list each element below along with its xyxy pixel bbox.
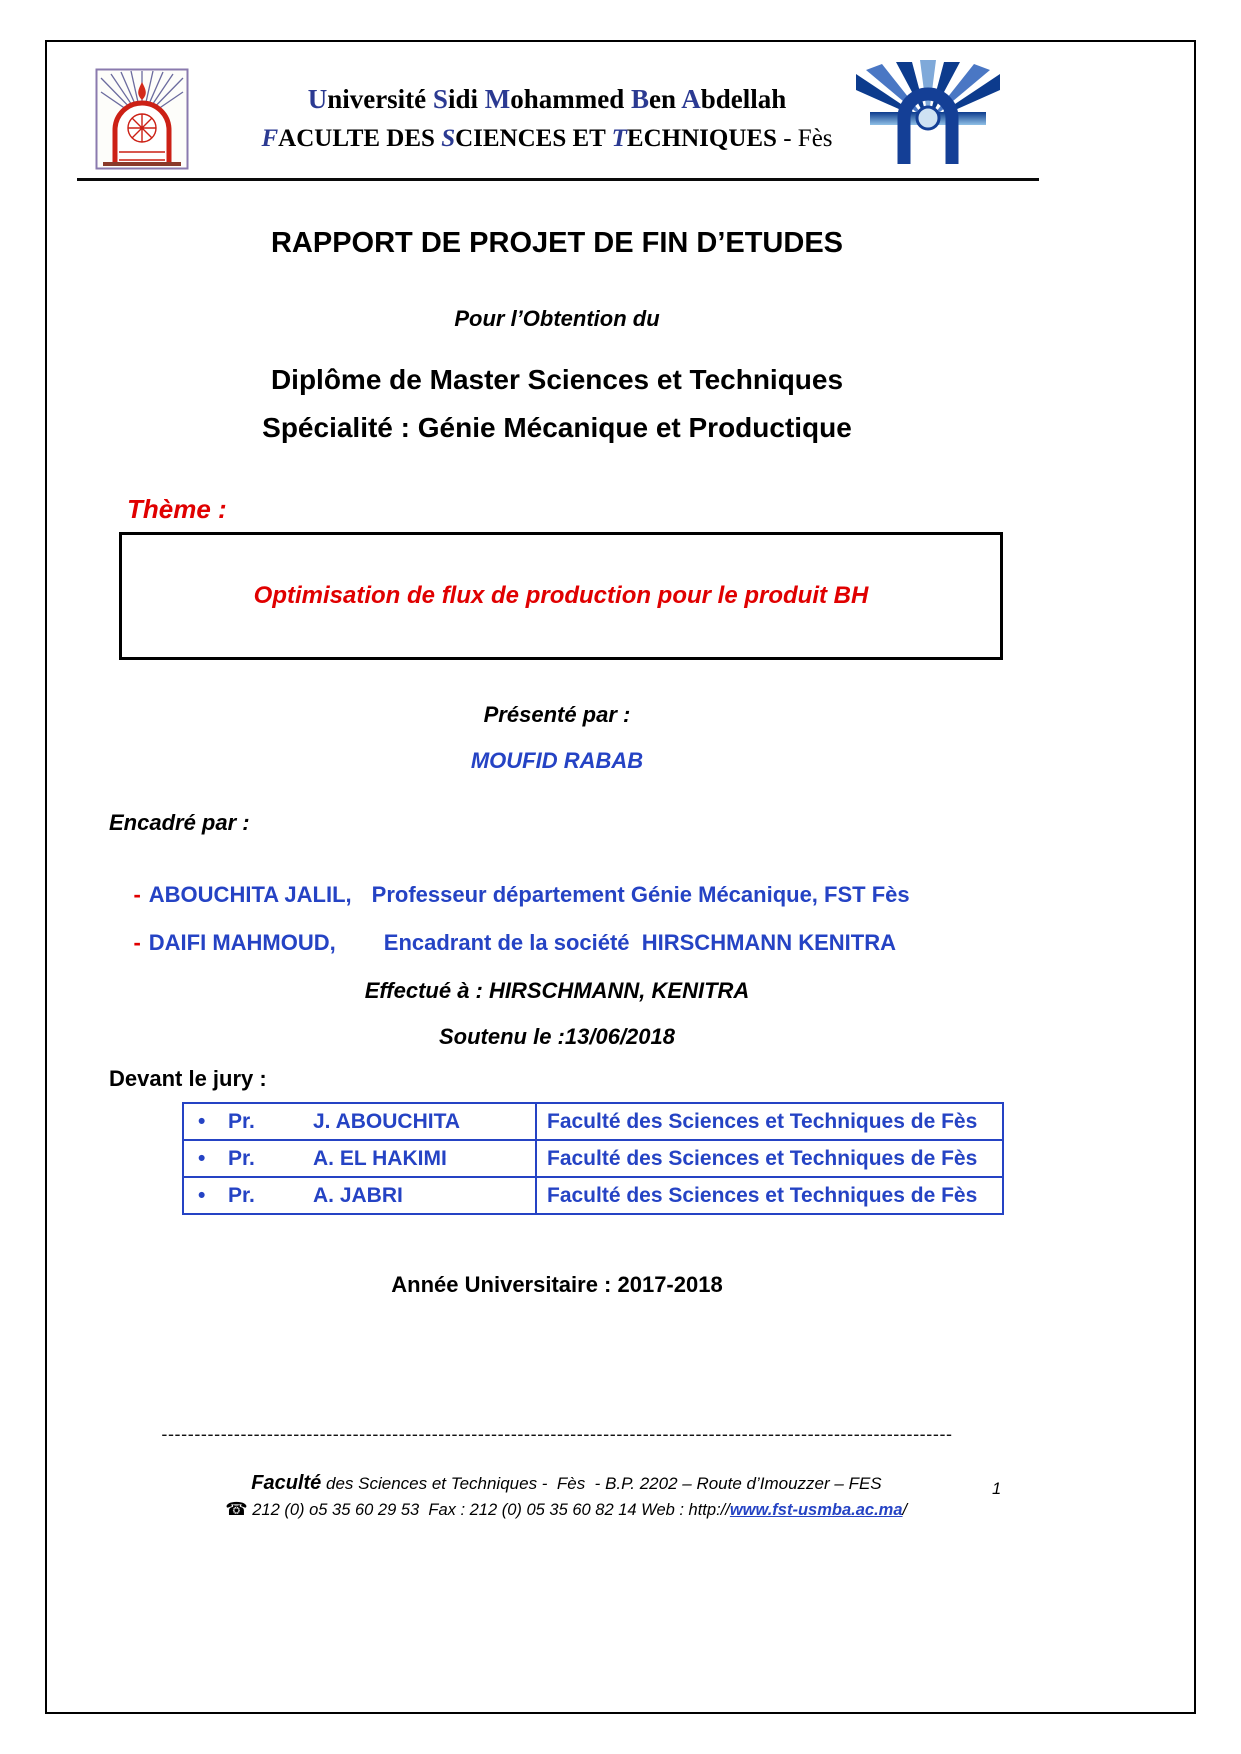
jury-affiliation-cell — [536, 1103, 1003, 1140]
jury-member-name: J. ABOUCHITA — [313, 1109, 460, 1133]
jury-affiliation: Faculté des Sciences et Techniques de Fès — [547, 1146, 978, 1170]
faculty-name: FACULTE DES SCIENCES ET TECHNIQUES - Fès — [261, 125, 833, 153]
fst-logo — [852, 60, 1004, 168]
jury-member-cell — [183, 1103, 536, 1140]
dash: - — [133, 930, 141, 955]
jury-table — [182, 1102, 1004, 1215]
university-seal-logo — [95, 68, 189, 170]
jury-member-cell — [183, 1177, 536, 1214]
defense-date: Soutenu le :13/06/2018 — [439, 1024, 675, 1049]
footer-contact — [47, 1480, 1067, 1558]
jury-affiliation-cell — [536, 1140, 1003, 1177]
supervisor-name: ABOUCHITA JALIL, — [148, 882, 352, 907]
university-name: Université Sidi Mohammed Ben Abdellah — [307, 84, 787, 114]
supervisor-role: Professeur département Génie Mécanique, FST Fès — [371, 882, 910, 907]
university-name-segment: U — [307, 84, 328, 114]
diploma-title: Diplôme de Master Sciences et Techniques — [270, 364, 844, 395]
jury-member-cell — [183, 1140, 536, 1177]
jury-affiliation-cell — [536, 1177, 1003, 1214]
jury-row — [183, 1103, 1003, 1140]
jury-member-title: Pr. — [228, 1183, 255, 1207]
jury-row — [183, 1140, 1003, 1177]
academic-year: Année Universitaire : 2017-2018 — [391, 1272, 723, 1297]
supervisor-role: Encadrant de la société HIRSCHMANN KENITRA — [383, 930, 896, 955]
theme-label: Thème : — [127, 494, 227, 524]
header-divider — [77, 178, 1039, 181]
theme-box — [119, 532, 1003, 660]
footer-address-lead: Faculté — [251, 1472, 322, 1494]
page-number: 1 — [992, 1480, 1002, 1498]
presented-by-label: Présenté par : — [483, 702, 631, 727]
obtention-subtitle: Pour l’Obtention du — [454, 306, 660, 331]
footer-contact-slash: / — [902, 1501, 908, 1519]
venue: Effectué à : HIRSCHMANN, KENITRA — [364, 978, 750, 1003]
report-title: RAPPORT DE PROJET DE FIN D’ETUDES — [270, 227, 843, 259]
jury-affiliation: Faculté des Sciences et Techniques de Fès — [547, 1109, 978, 1133]
phone-icon: ☎ — [225, 1499, 248, 1519]
page-border-frame — [45, 40, 1196, 1714]
supervised-by-label: Encadré par : — [109, 810, 250, 835]
jury-member-title: Pr. — [228, 1146, 255, 1170]
footer-address-rest: des Sciences et Techniques - Fès - B.P. 2202 – Route d’Imouzzer – FES — [321, 1474, 882, 1493]
bullet-icon: • — [198, 1146, 206, 1170]
bullet-icon: • — [198, 1183, 206, 1207]
theme-title: Optimisation de flux de production pour le produit BH — [253, 582, 869, 609]
website-link[interactable]: www.fst-usmba.ac.ma — [729, 1501, 903, 1519]
footer-contact-text: 212 (0) o5 35 60 29 53 Fax : 212 (0) 05 35 60 82 14 Web : http:// — [247, 1501, 730, 1519]
jury-row — [183, 1177, 1003, 1214]
header — [197, 80, 897, 159]
jury-member-name: A. EL HAKIMI — [313, 1146, 447, 1170]
bullet-icon: • — [198, 1109, 206, 1133]
footer-separator: ------------------------------------------------------------------------------------------------------------------------ — [161, 1424, 953, 1444]
author-name: MOUFID RABAB — [470, 748, 644, 773]
dash: - — [133, 882, 141, 907]
jury-member-name: A. JABRI — [313, 1183, 403, 1207]
fst-circle — [917, 107, 939, 129]
jury-affiliation: Faculté des Sciences et Techniques de Fès — [547, 1183, 978, 1207]
specialty-title: Spécialité : Génie Mécanique et Productique — [262, 412, 852, 443]
jury-member-title: Pr. — [228, 1109, 255, 1133]
supervisor-name: DAIFI MAHMOUD, — [148, 930, 336, 955]
supervisor-line — [109, 904, 896, 982]
jury-label: Devant le jury : — [109, 1066, 267, 1091]
